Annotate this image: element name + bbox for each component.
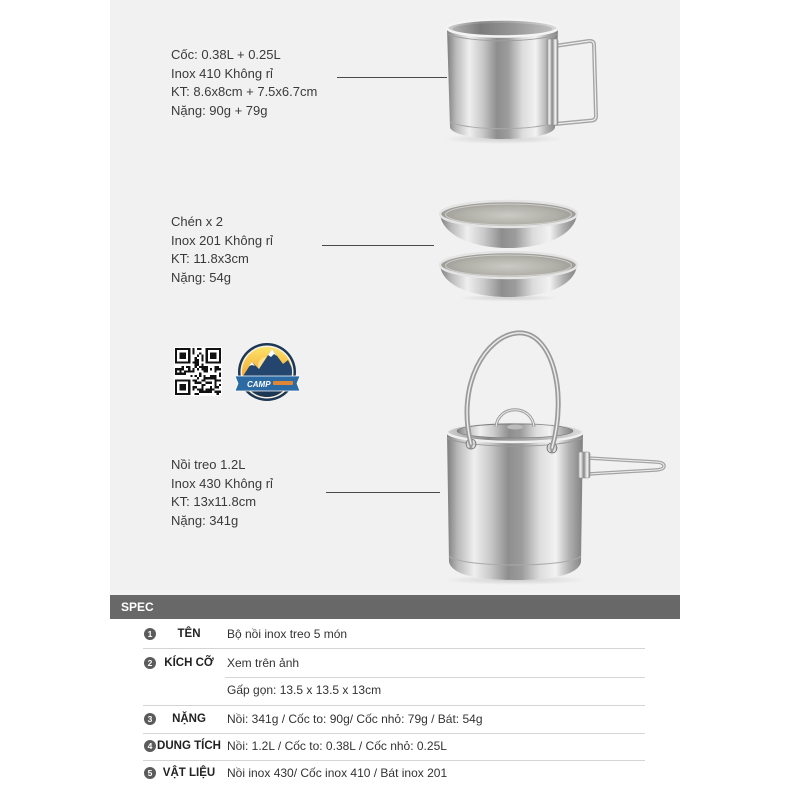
row-divider bbox=[143, 705, 645, 706]
pot-spec-text bbox=[171, 456, 273, 531]
product-weight: Nặng: 341g bbox=[171, 513, 239, 529]
spec-header-bar bbox=[110, 595, 680, 619]
mug-body bbox=[447, 28, 558, 139]
pot-connector-line bbox=[326, 492, 440, 493]
spec-row-size bbox=[0, 654, 790, 672]
product-material: Inox 410 Không rỉ bbox=[171, 65, 273, 81]
mug-image bbox=[443, 20, 596, 145]
spec-label: KÍCH CỠ bbox=[164, 657, 214, 669]
row-divider bbox=[143, 760, 645, 761]
qr-code-icon bbox=[174, 347, 222, 396]
product-size: KT: 8.6x8cm + 7.5x6.7cm bbox=[171, 84, 318, 100]
pot-body bbox=[447, 432, 583, 580]
bowl-top bbox=[440, 201, 577, 248]
pot-handle-bracket bbox=[578, 452, 590, 478]
row-number-badge: 1 bbox=[144, 628, 156, 640]
product-name: Nồi treo 1.2L bbox=[171, 457, 246, 472]
product-weight: Nặng: 54g bbox=[171, 270, 231, 286]
spec-label: VẬT LIỆU bbox=[162, 767, 216, 779]
row-sub-divider bbox=[225, 677, 645, 678]
row-number-badge: 3 bbox=[144, 713, 156, 725]
mug-connector-line bbox=[337, 77, 447, 78]
spec-row-material bbox=[0, 764, 790, 782]
spec-value: Bộ nồi inox treo 5 món bbox=[227, 627, 348, 641]
mug-handle-plate bbox=[547, 39, 558, 125]
pot-image bbox=[443, 333, 664, 585]
product-name: Cốc: 0.38L + 0.25L bbox=[171, 47, 281, 62]
spec-value: Nồi inox 430/ Cốc inox 410 / Bát inox 201 bbox=[227, 766, 448, 780]
row-number-badge: 5 bbox=[144, 767, 156, 779]
product-material: Inox 201 Không rỉ bbox=[171, 232, 273, 248]
mug-handle bbox=[555, 41, 596, 124]
product-size: KT: 13x11.8cm bbox=[171, 494, 257, 510]
spec-value: Xem trên ảnh bbox=[227, 656, 300, 670]
spec-label: DUNG TÍCH bbox=[157, 740, 221, 752]
logo-text: CAMP bbox=[247, 379, 271, 389]
row-number-badge: 4 bbox=[144, 740, 156, 752]
spec-row-name bbox=[0, 625, 790, 643]
spec-value: Gấp gọn: 13.5 x 13.5 x 13cm bbox=[227, 683, 382, 697]
bowls-image bbox=[440, 201, 577, 302]
row-divider bbox=[143, 648, 645, 649]
bowl-spec-text bbox=[171, 213, 273, 288]
spec-label: NẶNG bbox=[172, 713, 206, 725]
spec-row-weight bbox=[0, 710, 790, 728]
spec-label: TÊN bbox=[177, 628, 201, 640]
product-weight: Nặng: 90g + 79g bbox=[171, 103, 268, 119]
bowl-bottom bbox=[440, 252, 577, 302]
spec-title: SPEC bbox=[121, 600, 154, 614]
brand-logo-icon bbox=[235, 343, 300, 405]
spec-value: Nồi: 341g / Cốc to: 90g/ Cốc nhỏ: 79g / Bát: 54g bbox=[227, 712, 483, 726]
spec-value: Nồi: 1.2L / Cốc to: 0.38L / Cốc nhỏ: 0.25L bbox=[227, 739, 447, 753]
mug-spec-text bbox=[171, 46, 317, 121]
product-size: KT: 11.8x3cm bbox=[171, 251, 249, 267]
spec-row-size-folded bbox=[0, 681, 790, 699]
product-name: Chén x 2 bbox=[171, 214, 224, 229]
row-number-badge: 2 bbox=[144, 657, 156, 669]
row-divider bbox=[143, 733, 645, 734]
bowl-connector-line bbox=[322, 245, 434, 246]
product-material: Inox 430 Không rỉ bbox=[171, 475, 273, 491]
spec-row-capacity bbox=[0, 737, 790, 755]
